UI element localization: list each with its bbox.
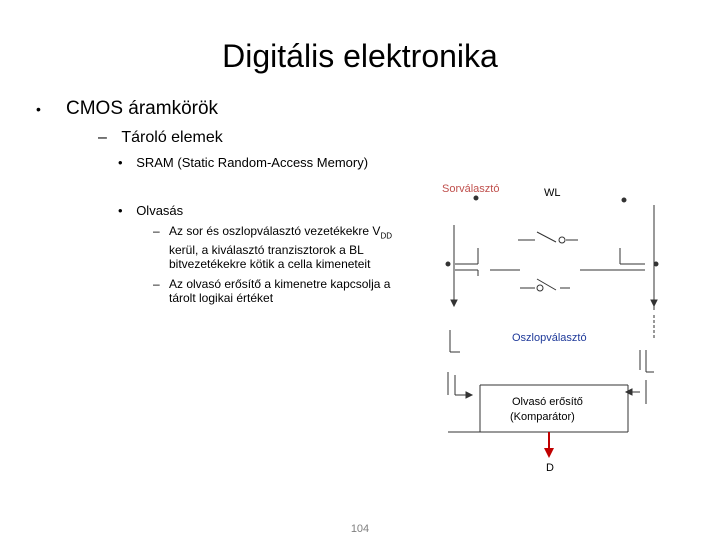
bullet-marker: • xyxy=(36,101,41,117)
arrow-down-left xyxy=(451,300,457,306)
row-select-label: Sorválasztó xyxy=(442,183,500,195)
bullet-cmos-text: CMOS áramkörök xyxy=(66,98,219,119)
column-select-label: Oszlopválasztó xyxy=(512,332,587,344)
sub1-rest: kerül, a kiválasztó tranzisztorok a BL bitvezetékekre kötik a cella kimeneteit xyxy=(169,243,371,272)
vdd-subscript: DD xyxy=(380,231,392,241)
sense-amp-label-line1: Olvasó erősítő xyxy=(512,396,583,408)
sense-amp-label-line2: (Komparátor) xyxy=(510,411,575,423)
row-select-node xyxy=(474,196,478,200)
bullet-sram-text: SRAM (Static Random-Access Memory) xyxy=(136,155,369,170)
sub-bullet-2-text: Az olvasó erősítő a kimenetre kapcsolja a tárolt logikai értéket xyxy=(169,277,391,305)
dash-marker: – xyxy=(153,277,160,291)
sub1-main: Az sor és oszlopválasztó vezetékekre V xyxy=(169,224,381,238)
bullet-marker: • xyxy=(118,203,123,218)
bullet-read-text: Olvasás xyxy=(136,203,184,218)
dash-marker: – xyxy=(153,224,160,238)
page-number: 104 xyxy=(350,523,370,535)
arrow-down-right xyxy=(651,300,657,306)
output-arrow xyxy=(544,432,554,458)
dash-marker: – xyxy=(98,129,107,146)
page-title: Digitális elektronika xyxy=(222,38,498,74)
wl-node xyxy=(622,198,626,202)
bullet-marker: • xyxy=(118,155,123,170)
output-d-label: D xyxy=(546,462,554,474)
bullet-storage-text: Tároló elemek xyxy=(121,129,223,146)
wl-label: WL xyxy=(544,187,561,199)
